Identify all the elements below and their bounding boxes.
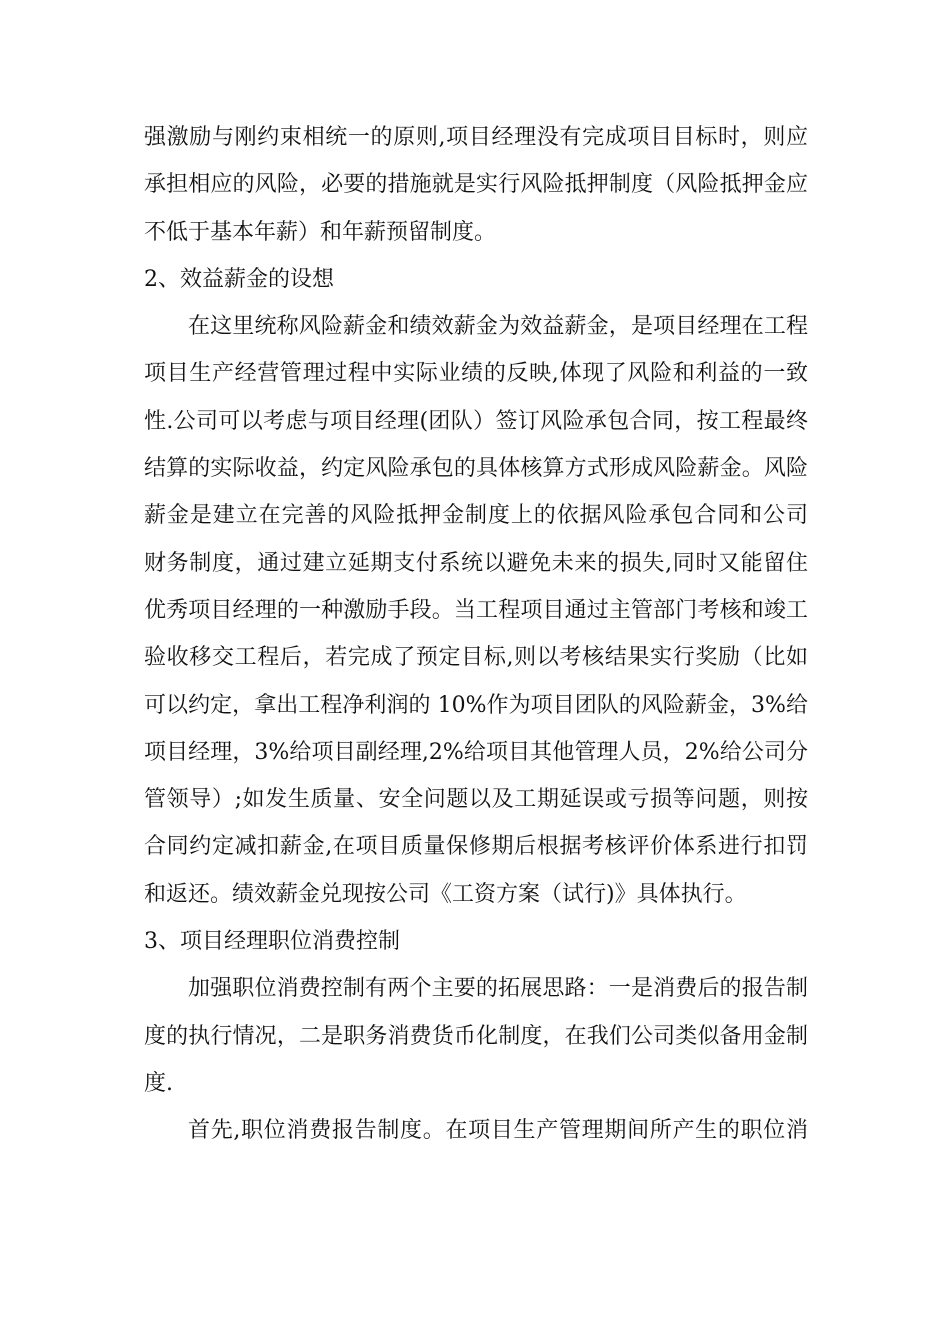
text-line: 项目生产经营管理过程中实际业绩的反映,体现了风险和利益的一致 (144, 361, 808, 387)
text-line: 验收移交工程后，若完成了预定目标,则以考核结果实行奖励（比如 (144, 645, 808, 671)
text-line: 在这里统称风险薪金和绩效薪金为效益薪金，是项目经理在工程 (188, 314, 808, 340)
text-line: 管领导）;如发生质量、安全问题以及工期延误或亏损等问题，则按 (144, 787, 808, 813)
text-line: 度. (144, 1070, 173, 1096)
body-text (144, 114, 808, 1155)
text-line: 可以约定，拿出工程净利润的 10%作为项目团队的风险薪金，3%给 (144, 692, 808, 718)
text-line: 财务制度，通过建立延期支付系统以避免未来的损失,同时又能留住 (144, 550, 808, 576)
text-line: 强激励与刚约束相统一的原则,项目经理没有完成项目目标时，则应 (144, 125, 808, 150)
text-line: 项目经理，3%给项目副经理,2%给项目其他管理人员，2%给公司分 (144, 739, 808, 765)
text-line: 度的执行情况，二是职务消费货币化制度，在我们公司类似备用金制 (144, 1023, 808, 1049)
text-line: 加强职位消费控制有两个主要的拓展思路：一是消费后的报告制 (188, 976, 808, 1002)
text-line: 薪金是建立在完善的风险抵押金制度上的依据风险承包合同和公司 (144, 503, 808, 529)
text-line: 优秀项目经理的一种激励手段。当工程项目通过主管部门考核和竣工 (144, 597, 808, 623)
text-line: 首先,职位消费报告制度。在项目生产管理期间所产生的职位消 (188, 1118, 808, 1144)
text-line: 3、项目经理职位消费控制 (144, 929, 400, 955)
text-line: 结算的实际收益，约定风险承包的具体核算方式形成风险薪金。风险 (144, 456, 808, 482)
text-line: 2、效益薪金的设想 (144, 266, 334, 292)
text-line: 和返还。绩效薪金兑现按公司《工资方案（试行)》具体执行。 (144, 881, 747, 907)
text-line: 性.公司可以考虑与项目经理(团队）签订风险承包合同，按工程最终 (144, 408, 808, 434)
text-line: 合同约定减扣薪金,在项目质量保修期后根据考核评价体系进行扣罚 (144, 834, 808, 860)
text-line: 不低于基本年薪）和年薪预留制度。 (144, 219, 497, 245)
text-line: 承担相应的风险，必要的措施就是实行风险抵押制度（风险抵押金应 (144, 172, 808, 198)
